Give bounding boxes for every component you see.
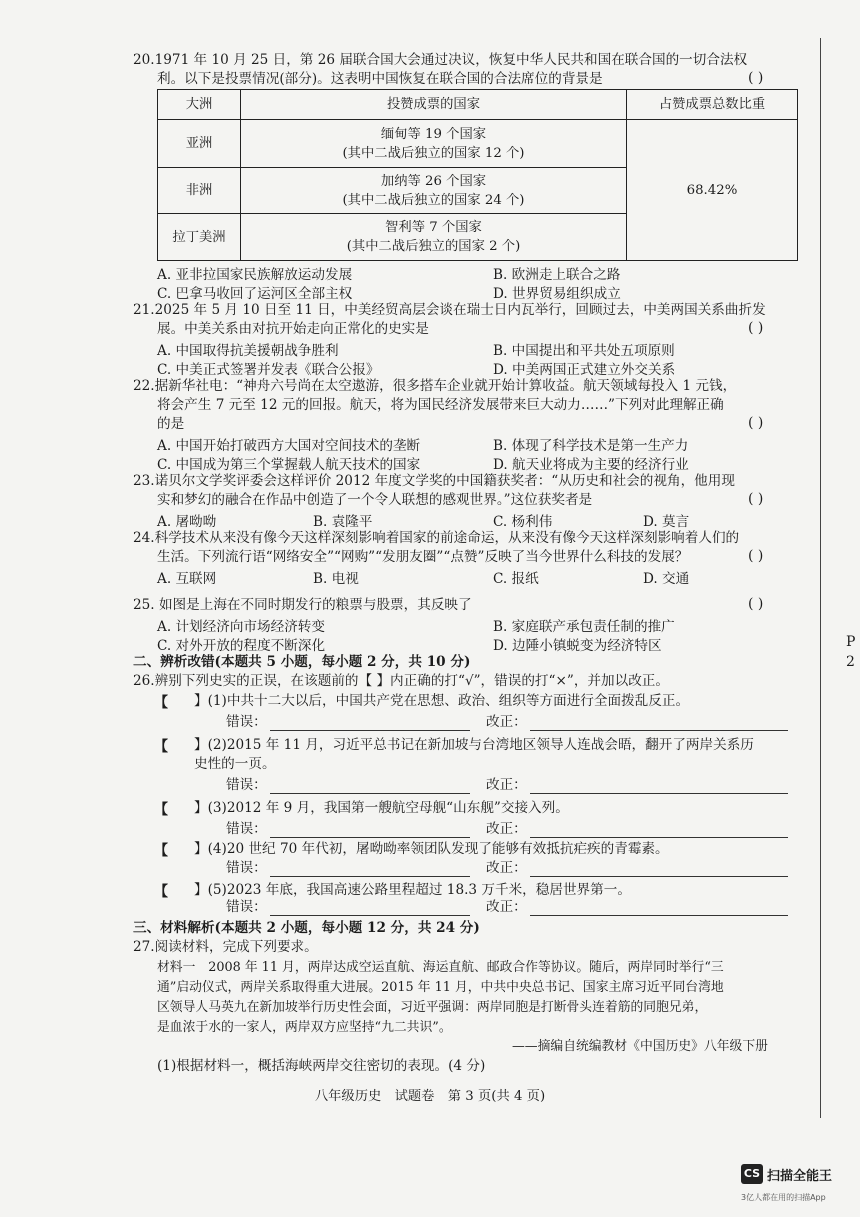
table-cell-continent: 拉丁美洲 bbox=[158, 214, 241, 261]
q22-option-c: C. 中国成为第三个掌握载人航天技术的国家 bbox=[157, 457, 421, 473]
q22-answer-paren: ( ) bbox=[748, 415, 764, 431]
page-footer: 八年级历史 试题卷 第 3 页(共 4 页) bbox=[314, 1089, 546, 1104]
q23-option-b: B. 袁隆平 bbox=[313, 514, 373, 530]
q22-stem-line3: 的是 bbox=[157, 416, 185, 432]
q22-stem-line1: 22.据新华社电：“神舟六号尚在太空遨游，很多搭车企业就开始计算收益。航天领域每投入 1 元钱， bbox=[133, 378, 737, 394]
fix-label: 改正： bbox=[486, 821, 527, 837]
q23-option-a: A. 屠呦呦 bbox=[157, 514, 217, 530]
table-cell-continent: 非洲 bbox=[158, 168, 241, 214]
fix-blank[interactable] bbox=[530, 820, 788, 838]
answer-bracket[interactable]: 【 bbox=[154, 739, 168, 755]
error-blank[interactable] bbox=[270, 859, 470, 877]
countries-line: 智利等 7 个国家 bbox=[385, 220, 482, 235]
q25-option-c: C. 对外开放的程度不断深化 bbox=[157, 638, 326, 654]
table-cell-countries bbox=[241, 120, 627, 168]
q24-option-a: A. 互联网 bbox=[157, 571, 217, 587]
fix-label: 改正： bbox=[486, 899, 527, 915]
answer-bracket[interactable]: 【 bbox=[154, 884, 168, 900]
q22-option-d: D. 航天业将成为主要的经济行业 bbox=[493, 457, 689, 473]
q21-answer-paren: ( ) bbox=[748, 320, 764, 336]
fix-label: 改正： bbox=[486, 777, 527, 793]
q25-stem-line1: 25. 如图是上海在不同时期发行的粮票与股票，其反映了 bbox=[133, 597, 472, 613]
q20-stem-line2: 利。以下是投票情况(部分)。这表明中国恢复在联合国的合法席位的背景是 bbox=[157, 71, 603, 87]
table-header-countries: 投赞成票的国家 bbox=[241, 90, 627, 120]
q23-stem-line2: 实和梦幻的融合在作品中创造了一个令人联想的感观世界。”这位获奖者是 bbox=[157, 492, 593, 508]
error-label: 错误： bbox=[226, 860, 267, 876]
q21-option-d: D. 中美两国正式建立外交关系 bbox=[493, 362, 676, 378]
edge-char-1: P bbox=[846, 634, 856, 650]
q25-option-b: B. 家庭联产承包责任制的推广 bbox=[493, 619, 675, 635]
q22-stem-line2: 将会产生 7 元至 12 元的回报。航天，将为国民经济发展带来巨大动力……”下列对此理解正确 bbox=[157, 397, 724, 413]
error-blank[interactable] bbox=[270, 820, 470, 838]
q21-stem-line2: 展。中美关系由对抗开始走向正常化的史实是 bbox=[157, 321, 429, 337]
q23-option-d: D. 莫言 bbox=[643, 514, 690, 530]
material-source: ——摘编自统编教材《中国历史》八年级下册 bbox=[512, 1039, 768, 1054]
countries-line: 缅甸等 19 个国家 bbox=[380, 126, 487, 142]
error-blank[interactable] bbox=[270, 898, 470, 916]
q26-item-1: 】(1)中共十二大以后，中国共产党在思想、政治、组织等方面进行全面拨乱反正。 bbox=[194, 693, 690, 709]
section-2-heading: 二、辨析改错(本题共 5 小题，每小题 2 分，共 10 分) bbox=[133, 654, 471, 670]
table-cell-countries bbox=[241, 168, 627, 214]
material-1-line4: 是血浓于水的一家人，两岸双方应坚持“九二共识”。 bbox=[157, 1020, 452, 1035]
error-label: 错误： bbox=[226, 714, 267, 730]
q27-intro: 27.阅读材料，完成下列要求。 bbox=[133, 939, 318, 955]
countries-line: 加纳等 26 个国家 bbox=[380, 173, 487, 189]
table-cell-continent: 亚洲 bbox=[158, 120, 241, 168]
q23-answer-paren: ( ) bbox=[748, 491, 764, 507]
cs-tagline: 3亿人都在用的扫描App bbox=[741, 1193, 826, 1202]
cs-logo-icon: CS bbox=[741, 1164, 763, 1184]
q24-option-b: B. 电视 bbox=[313, 571, 359, 587]
error-blank[interactable] bbox=[270, 776, 470, 794]
q26-item-3: 】(3)2012 年 9 月，我国第一艘航空母舰“山东舰”交接入列。 bbox=[194, 800, 569, 816]
table-cell-share: 68.42% bbox=[627, 120, 798, 261]
fix-blank[interactable] bbox=[530, 713, 788, 731]
q20-option-a: A. 亚非拉国家民族解放运动发展 bbox=[157, 267, 353, 283]
cs-brand-name: 扫描全能王 bbox=[767, 1169, 833, 1184]
countries-note: (其中二战后独立的国家 24 个) bbox=[342, 192, 525, 208]
section-3-heading: 三、材料解析(本题共 2 小题，每小题 12 分，共 24 分) bbox=[133, 920, 480, 936]
error-blank[interactable] bbox=[270, 713, 470, 731]
table-row bbox=[158, 120, 798, 168]
answer-bracket[interactable]: 【 bbox=[154, 802, 168, 818]
q24-option-c: C. 报纸 bbox=[493, 571, 539, 587]
q21-stem-line1: 21.2025 年 5 月 10 日至 11 日，中美经贸高层会谈在瑞士日内瓦举行，回顾过去，中美两国关系曲折发 bbox=[133, 302, 766, 318]
q26-item-4: 】(4)20 世纪 70 年代初，屠呦呦率领团队发现了能够有效抵抗疟疾的青霉素。 bbox=[194, 841, 669, 857]
q25-option-d: D. 边陲小镇蜕变为经济特区 bbox=[493, 638, 662, 654]
answer-bracket[interactable]: 【 bbox=[154, 843, 168, 859]
fix-label: 改正： bbox=[486, 860, 527, 876]
countries-note: (其中二战后独立的国家 12 个) bbox=[342, 145, 525, 161]
material-1-line1: 材料一 2008 年 11 月，两岸达成空运直航、海运直航、邮政合作等协议。随后，两岸同时举行“三 bbox=[157, 960, 724, 975]
q20-answer-paren: ( ) bbox=[748, 70, 764, 86]
q27-sub-1: (1)根据材料一，概括海峡两岸交往密切的表现。(4 分) bbox=[157, 1058, 486, 1074]
q22-option-b: B. 体现了科学技术是第一生产力 bbox=[493, 438, 689, 454]
q22-option-a: A. 中国开始打破西方大国对空间技术的垄断 bbox=[157, 438, 421, 454]
answer-bracket[interactable]: 【 bbox=[154, 695, 168, 711]
q26-item-2-cont: 史性的一页。 bbox=[194, 756, 276, 772]
material-1-line2: 通”启动仪式，两岸关系取得重大进展。2015 年 11 月，中共中央总书记、国家主席习近平同台湾地 bbox=[157, 980, 724, 995]
q26-item-5: 】(5)2023 年底，我国高速公路里程超过 18.3 万千米，稳居世界第一。 bbox=[194, 882, 631, 898]
q23-option-c: C. 杨利伟 bbox=[493, 514, 553, 530]
error-label: 错误： bbox=[226, 821, 267, 837]
q25-option-a: A. 计划经济向市场经济转变 bbox=[157, 619, 325, 635]
q20-option-d: D. 世界贸易组织成立 bbox=[493, 286, 621, 302]
material-1-line3: 区领导人马英九在新加坡举行历史性会面，习近平强调：两岸同胞是打断骨头连着筋的同胞兄弟， bbox=[157, 1000, 708, 1015]
q21-option-b: B. 中国提出和平共处五项原则 bbox=[493, 343, 675, 359]
edge-char-2: 2 bbox=[846, 654, 855, 670]
fix-blank[interactable] bbox=[530, 898, 788, 916]
fix-blank[interactable] bbox=[530, 776, 788, 794]
binding-line bbox=[820, 38, 821, 1118]
scanner-watermark bbox=[741, 1164, 833, 1184]
q20-option-c: C. 巴拿马收回了运河区全部主权 bbox=[157, 286, 353, 302]
q26-item-2: 】(2)2015 年 11 月，习近平总书记在新加坡与台湾地区领导人连战会晤，翻开了两岸关系历 bbox=[194, 737, 754, 753]
fix-blank[interactable] bbox=[530, 859, 788, 877]
countries-note: (其中二战后独立的国家 2 个) bbox=[346, 239, 521, 254]
q23-stem-line1: 23.诺贝尔文学奖评委会这样评价 2012 年度文学奖的中国籍获奖者：“从历史和社会的视角，他用现 bbox=[133, 473, 735, 489]
q20-stem-line1: 20.1971 年 10 月 25 日，第 26 届联合国大会通过决议，恢复中华人民共和国在联合国的一切合法权 bbox=[133, 52, 748, 68]
q25-answer-paren: ( ) bbox=[748, 596, 764, 612]
fix-label: 改正： bbox=[486, 714, 527, 730]
table-cell-countries bbox=[241, 214, 627, 261]
error-label: 错误： bbox=[226, 777, 267, 793]
q26-intro: 26.辨别下列史实的正误，在该题前的【 】内正确的打“√”，错误的打“×”，并加以改正。 bbox=[133, 673, 669, 689]
q20-option-b: B. 欧洲走上联合之路 bbox=[493, 267, 621, 283]
q24-stem-line1: 24.科学技术从来没有像今天这样深刻影响着国家的前途命运，从来没有像今天这样深刻影响着人们的 bbox=[133, 530, 740, 546]
q24-stem-line2: 生活。下列流行语“网络安全”“网购”“发朋友圈”“点赞”反映了当今世界什么科技的发展？ bbox=[157, 549, 689, 565]
q21-option-c: C. 中美正式签署并发表《联合公报》 bbox=[157, 362, 380, 378]
q24-answer-paren: ( ) bbox=[748, 548, 764, 564]
table-header-share: 占赞成票总数比重 bbox=[627, 90, 798, 120]
vote-table bbox=[157, 89, 798, 261]
q24-option-d: D. 交通 bbox=[643, 571, 690, 587]
table-header-continent: 大洲 bbox=[158, 90, 241, 120]
q21-option-a: A. 中国取得抗美援朝战争胜利 bbox=[157, 343, 339, 359]
error-label: 错误： bbox=[226, 899, 267, 915]
